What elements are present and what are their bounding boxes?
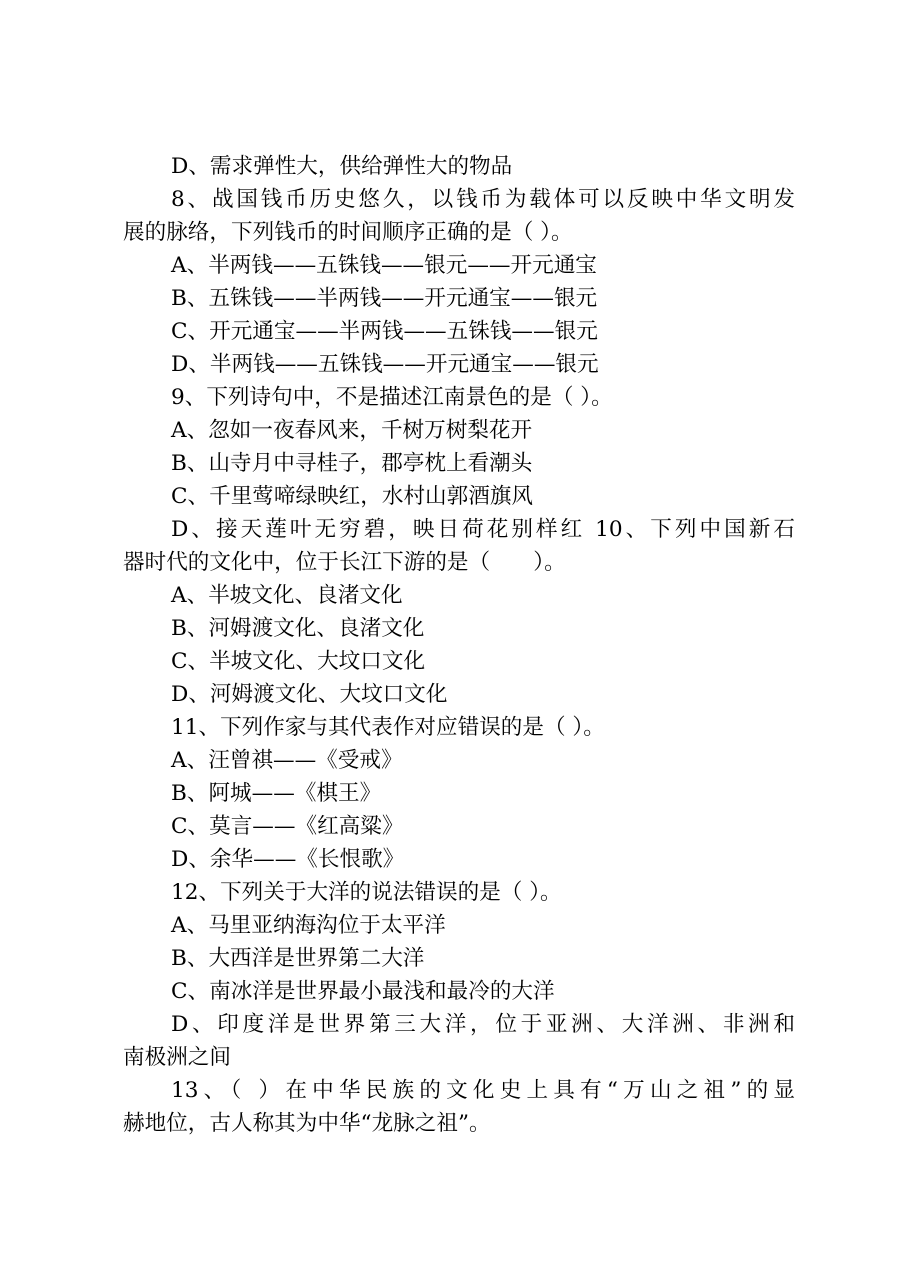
q7-option-d: D、需求弹性大，供给弹性大的物品 [171, 154, 513, 179]
q8-stem-line-2: 展的脉络，下列钱币的时间顺序正确的是（ ）。 [123, 220, 573, 245]
q8-option-d: D、半两钱——五铢钱——开元通宝——银元 [171, 352, 599, 377]
q13-stem-line-2: 赫地位，古人称其为中华“龙脉之祖”。 [123, 1111, 491, 1136]
q9-option-b: B、山寺月中寻桂子，郡亭枕上看潮头 [171, 451, 533, 476]
q11-stem: 11、下列作家与其代表作对应错误的是（ ）。 [171, 715, 605, 740]
q10-option-b: B、河姆渡文化、良渚文化 [171, 616, 425, 641]
q10-option-c: C、半坡文化、大坟口文化 [171, 649, 426, 674]
q13-stem-line-1: 13、（ ）在中华民族的文化史上具有“万山之祖”的显 [171, 1078, 795, 1103]
q11-option-b: B、阿城——《棋王》 [171, 781, 382, 806]
q10-option-a: A、半坡文化、良渚文化 [171, 583, 403, 608]
q11-option-c: C、莫言——《红高粱》 [171, 814, 404, 839]
q12-option-c: C、南冰洋是世界最小最浅和最冷的大洋 [171, 979, 555, 1004]
q8-option-b: B、五铢钱——半两钱——开元通宝——银元 [171, 286, 598, 311]
q9-option-c: C、千里莺啼绿映红，水村山郭酒旗风 [171, 484, 534, 509]
q8-option-c: C、开元通宝——半两钱——五铢钱——银元 [171, 319, 598, 344]
q8-stem-line-1: 8、战国钱币历史悠久，以钱币为载体可以反映中华文明发 [171, 187, 795, 212]
q10-stem-line-2: 器时代的文化中，位于长江下游的是（ ）。 [123, 550, 566, 575]
q12-stem: 12、下列关于大洋的说法错误的是（ ）。 [171, 880, 562, 905]
q10-option-d: D、河姆渡文化、大坟口文化 [171, 682, 448, 707]
q9-stem: 9、下列诗句中，不是描述江南景色的是（ ）。 [171, 385, 613, 410]
q12-option-b: B、大西洋是世界第二大洋 [171, 946, 425, 971]
q12-option-a: A、马里亚纳海沟位于太平洋 [171, 913, 446, 938]
q9-option-a: A、忽如一夜春风来，千树万树梨花开 [171, 418, 533, 443]
q12-option-d-line-1: D、印度洋是世界第三大洋，位于亚洲、大洋洲、非洲和 [171, 1012, 795, 1037]
q12-option-d-line-2: 南极洲之间 [123, 1045, 231, 1070]
q9-option-d-q10-stem: D、接天莲叶无穷碧，映日荷花别样红 10、下列中国新石 [171, 517, 795, 542]
q11-option-d: D、余华——《长恨歌》 [171, 847, 405, 872]
q8-option-a: A、半两钱——五铢钱——银元——开元通宝 [171, 253, 597, 278]
q11-option-a: A、汪曾祺——《受戒》 [171, 748, 403, 773]
